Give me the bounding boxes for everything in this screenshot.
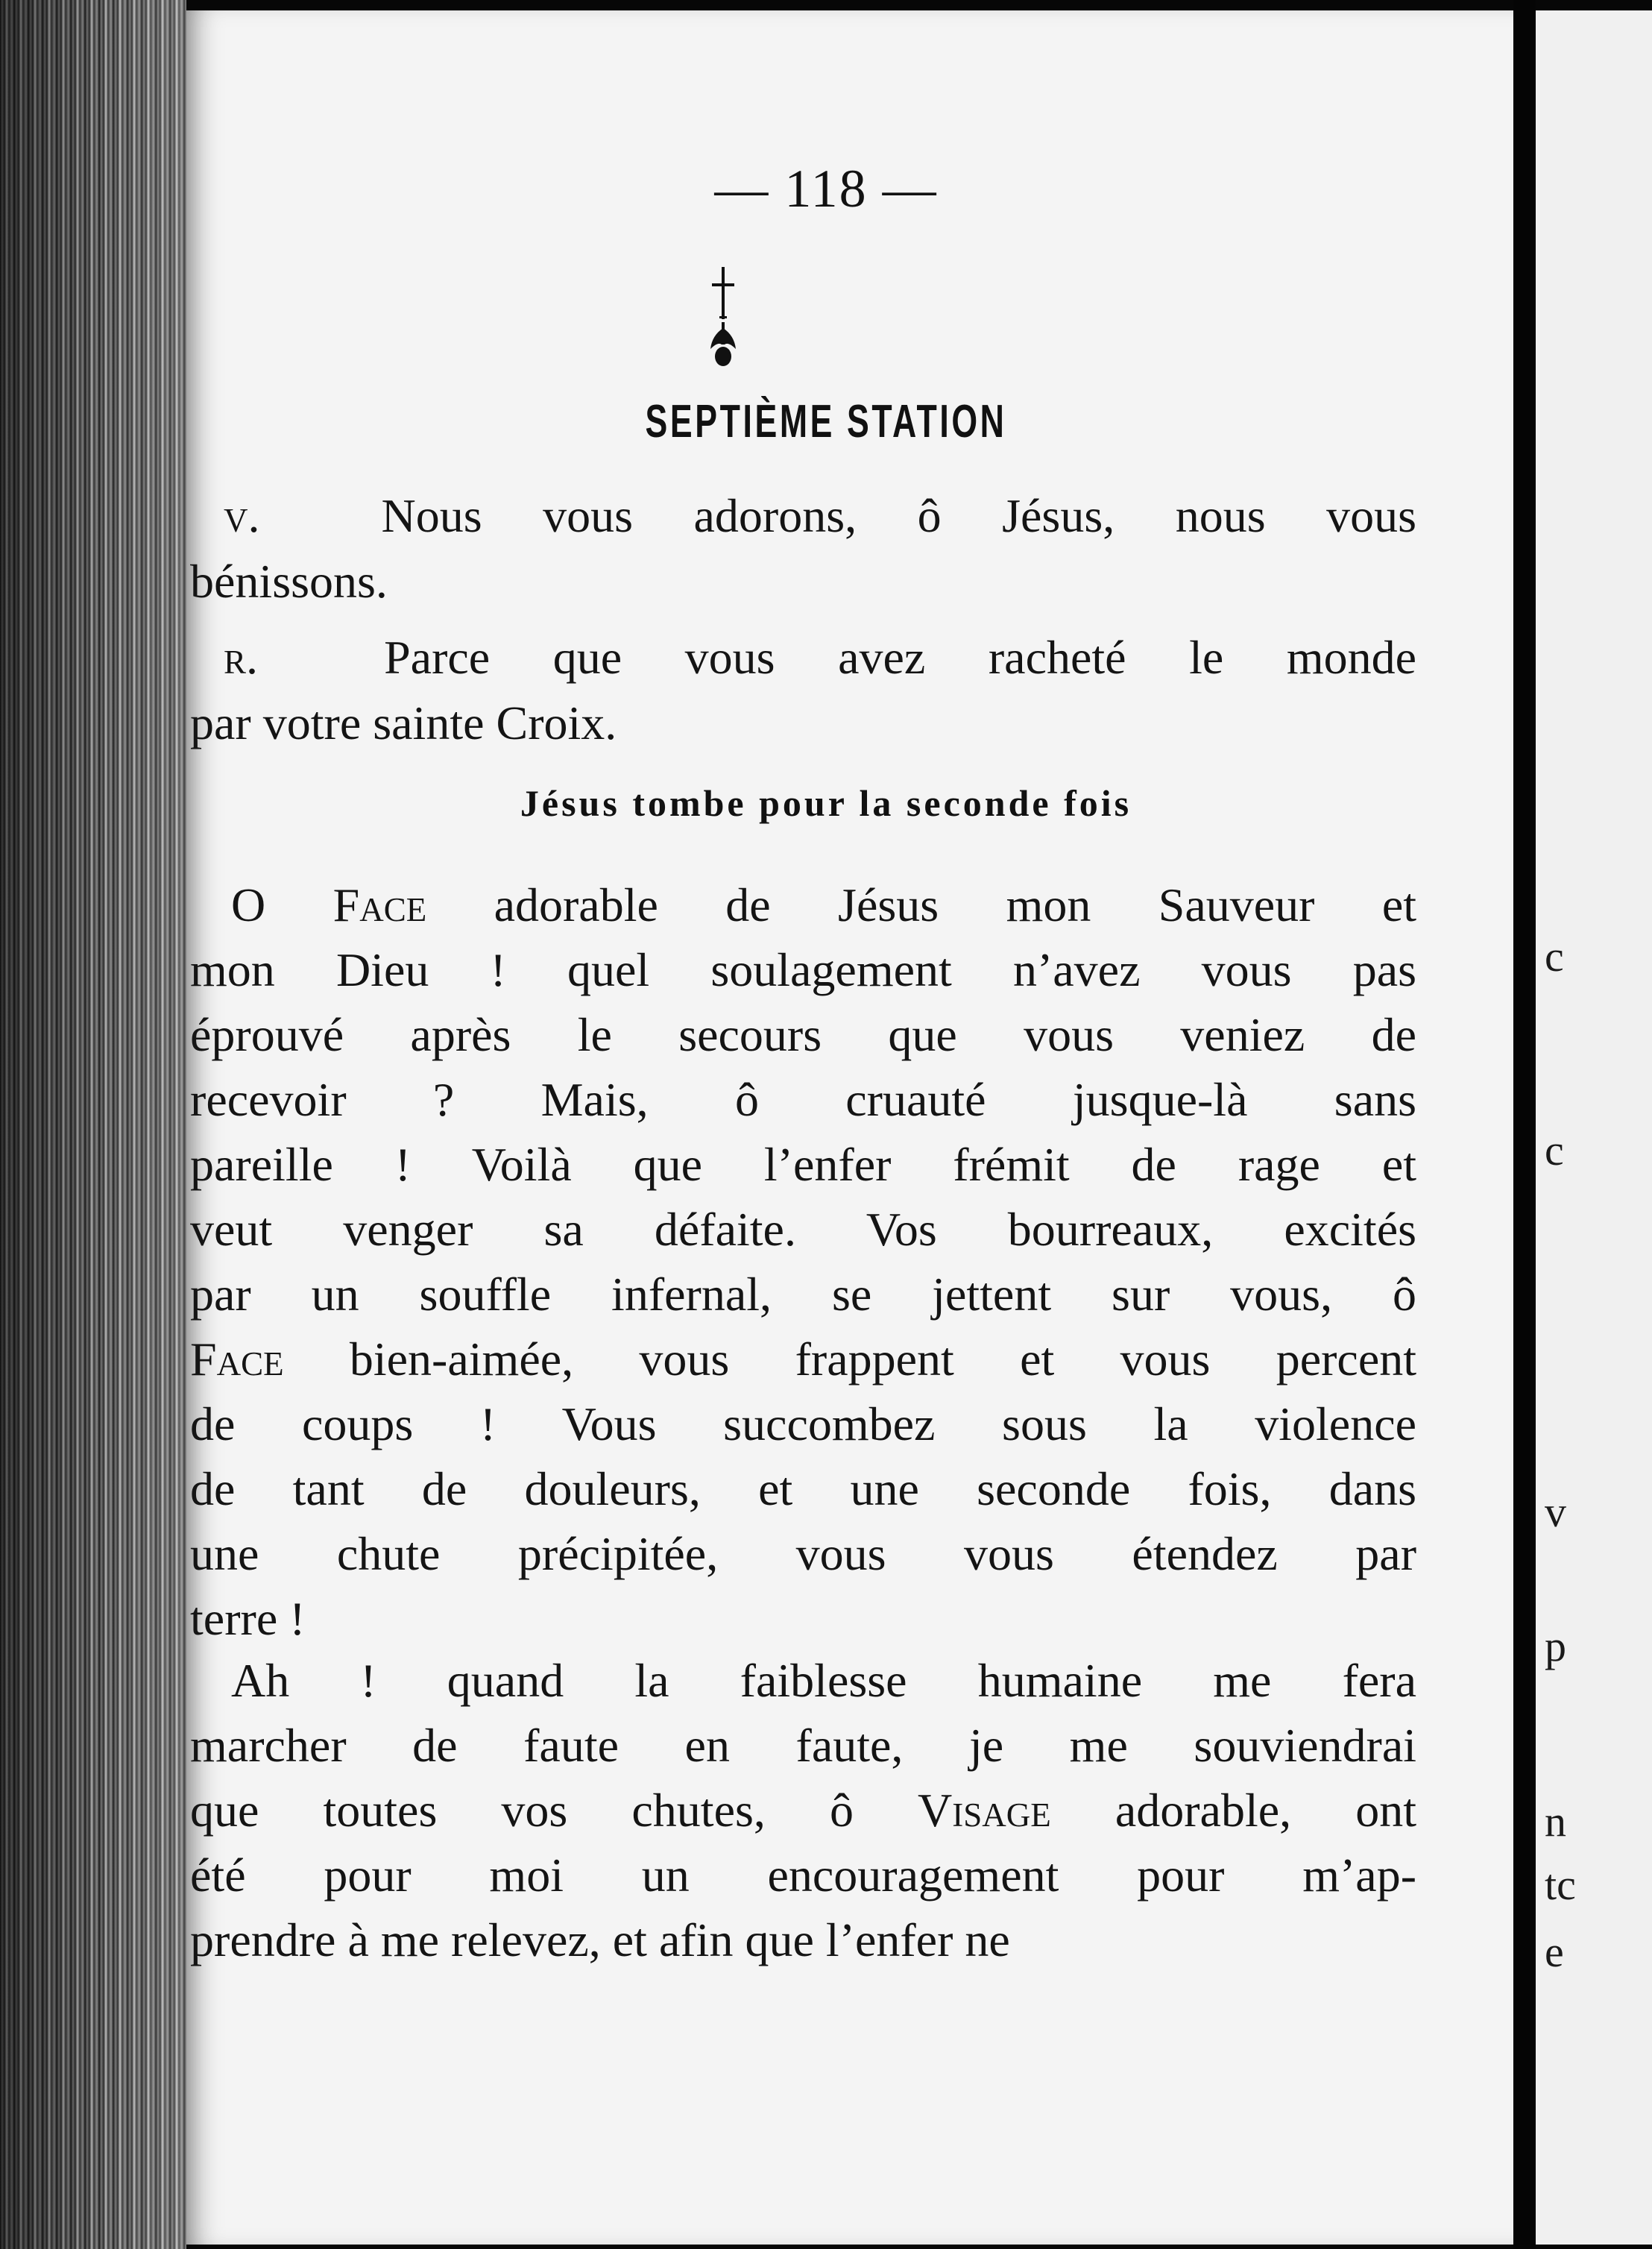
paragraph-line: pareille ! Voilà que l’enfer frémit de rage et: [190, 1138, 1416, 1191]
paragraph-line: mon Dieu ! quel soulagement n’avez vous pas: [190, 943, 1416, 996]
versicle-marker: v.: [224, 489, 260, 542]
paragraph-line: une chute précipitée, vous vous étendez par: [190, 1527, 1416, 1580]
facing-page-fragment: c: [1545, 932, 1564, 981]
facing-page-fragment: p: [1545, 1622, 1566, 1670]
paragraph-line: veut venger sa défaite. Vos bourreaux, excités: [190, 1203, 1416, 1256]
paragraph-line: de coups ! Vous succombez sous la violence: [190, 1397, 1416, 1450]
paragraph-line: éprouvé après le secours que vous veniez de: [190, 1008, 1416, 1061]
paragraph-line: marcher de faute en faute, je me souviendrai: [190, 1719, 1416, 1772]
facing-page-fragment: c: [1545, 1126, 1564, 1174]
versicle-line-continued: bénissons.: [190, 555, 388, 608]
paragraph-line: par un souffle infernal, se jettent sur vous, ô: [190, 1268, 1416, 1321]
paragraph-line: prendre à me relevez, et afin que l’enfer ne: [190, 1913, 1010, 1966]
facing-page: [1536, 10, 1652, 2245]
paragraph-line: de tant de douleurs, et une seconde fois, dans: [190, 1462, 1416, 1515]
paragraph-line: terre !: [190, 1592, 306, 1645]
cross-with-fleur-icon: [697, 261, 749, 373]
response-text: Parce que vous avez racheté le monde: [384, 631, 1417, 684]
paragraph-line: que toutes vos chutes, ô Visage adorable, ont: [190, 1784, 1417, 1837]
response-line-continued: par votre sainte Croix.: [190, 696, 617, 749]
paragraph-line: été pour moi un encouragement pour m’ap-: [190, 1849, 1416, 1902]
facing-page-fragment: e: [1545, 1928, 1564, 1976]
paragraph-line: Ah ! quand la faiblesse humaine me fera: [231, 1654, 1416, 1707]
paragraph-line: Face bien-aimée, vous frappent et vous percent: [190, 1333, 1416, 1385]
station-title: SEPTIÈME STATION: [645, 396, 1007, 447]
paragraph-line: recevoir ? Mais, ô cruauté jusque-là sans: [190, 1073, 1416, 1126]
paragraph-line: O Face adorable de Jésus mon Sauveur et: [231, 878, 1417, 931]
book-gutter: [1513, 0, 1536, 2249]
facing-page-fragment: v: [1545, 1488, 1566, 1536]
facing-page-fragment: tc: [1545, 1860, 1576, 1909]
facing-page-fragment: n: [1545, 1797, 1566, 1846]
page-number: — 118 —: [714, 159, 938, 218]
book-page-edges: [0, 0, 186, 2249]
versicle-text: Nous vous adorons, ô Jésus, nous vous: [381, 489, 1417, 542]
response-marker: r.: [224, 631, 259, 684]
section-heading: Jésus tombe pour la seconde fois: [520, 782, 1132, 824]
